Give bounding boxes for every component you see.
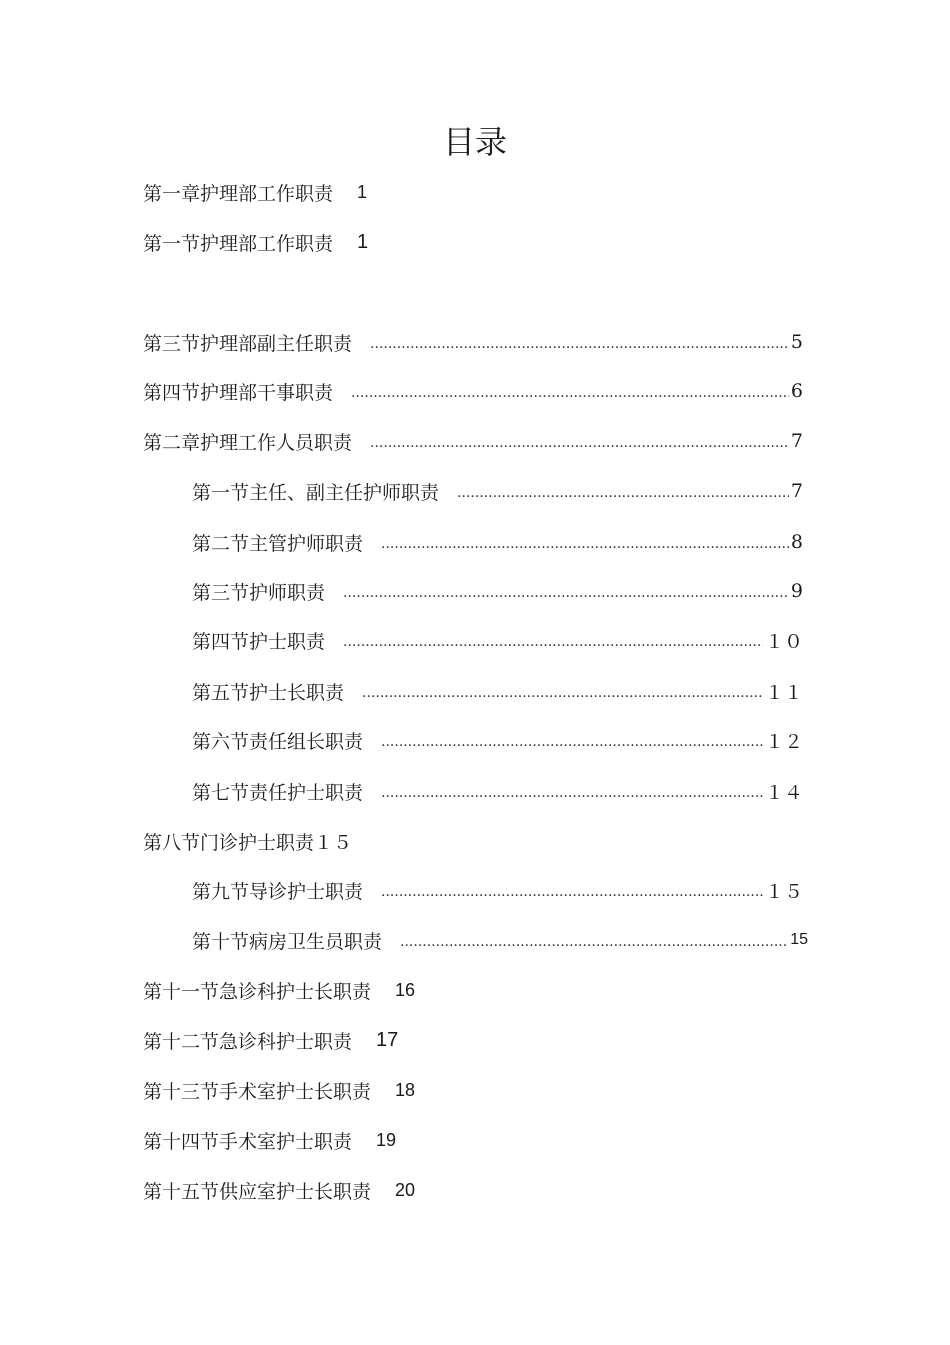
toc-entry-subsection-5[interactable] xyxy=(192,676,803,706)
toc-entry-page: 20 xyxy=(395,1179,416,1200)
toc-entry-section-15[interactable] xyxy=(143,1175,415,1205)
toc-dot-leader xyxy=(351,385,789,401)
toc-entry-page: 7 xyxy=(790,480,803,502)
toc-entry-section-11[interactable] xyxy=(143,975,415,1005)
toc-entry-title: 第七节责任护士职责 xyxy=(192,781,364,804)
toc-entry-subsection-2[interactable] xyxy=(192,527,803,557)
toc-entry-title: 第二章护理工作人员职责 xyxy=(143,431,353,454)
toc-entry-title: 第十三节手术室护士长职责 xyxy=(143,1080,372,1103)
toc-entry-page: １４ xyxy=(764,781,803,804)
toc-entry-page: １１ xyxy=(764,681,803,704)
toc-entry-title: 第一章护理部工作职责 xyxy=(143,182,334,205)
toc-dot-leader xyxy=(343,585,789,601)
toc-dot-leader xyxy=(362,685,763,701)
toc-entry-page: 19 xyxy=(376,1129,397,1150)
toc-dot-leader xyxy=(381,536,789,552)
toc-entry-page: 1 xyxy=(357,230,369,253)
toc-entry-title: 第四节护士职责 xyxy=(192,630,326,653)
toc-entry-title: 第三节护师职责 xyxy=(192,581,326,604)
toc-entry-title: 第十一节急诊科护士长职责 xyxy=(143,980,372,1003)
toc-entry-subsection-9[interactable] xyxy=(192,875,803,905)
toc-entry-section-14[interactable] xyxy=(143,1125,396,1155)
toc-entry-section-3[interactable] xyxy=(143,327,803,357)
toc-entry-page: １２ xyxy=(764,730,803,753)
toc-entry-section-8[interactable] xyxy=(143,826,352,856)
toc-entry-page: 6 xyxy=(790,380,803,402)
toc-entry-page: 15 xyxy=(790,931,808,948)
toc-entry-title: 第四节护理部干事职责 xyxy=(143,381,334,404)
toc-entry-section-1[interactable] xyxy=(143,227,368,257)
toc-entry-title: 第二节主管护师职责 xyxy=(192,532,364,555)
toc-entry-title: 第六节责任组长职责 xyxy=(192,730,364,753)
toc-entry-subsection-4[interactable] xyxy=(192,625,803,655)
toc-dot-leader xyxy=(457,485,789,501)
toc-dot-leader xyxy=(381,734,763,750)
toc-dot-leader xyxy=(400,934,788,950)
toc-entry-title: 第一节护理部工作职责 xyxy=(143,232,334,255)
toc-dot-leader xyxy=(381,884,763,900)
toc-entry-subsection-10[interactable] xyxy=(192,925,808,955)
toc-entry-title: 第十四节手术室护士职责 xyxy=(143,1130,353,1153)
toc-entry-section-12[interactable] xyxy=(143,1025,398,1055)
page-title: 目录 xyxy=(442,123,507,161)
toc-entry-title: 第五节护士长职责 xyxy=(192,681,345,704)
toc-entry-title: 第十节病房卫生员职责 xyxy=(192,930,383,953)
toc-entry-title: 第一节主任、副主任护师职责 xyxy=(192,481,440,504)
toc-entry-title: 第十五节供应室护士长职责 xyxy=(143,1180,372,1203)
toc-entry-page: 7 xyxy=(790,430,803,452)
toc-entry-subsection-3[interactable] xyxy=(192,576,803,606)
toc-entry-title: 第九节导诊护士职责 xyxy=(192,880,364,903)
toc-entry-page: 16 xyxy=(395,979,416,1000)
toc-dot-leader xyxy=(370,435,789,451)
toc-entry-section-13[interactable] xyxy=(143,1075,415,1105)
toc-entry-page: １５ xyxy=(764,880,803,903)
toc-entry-title: 第三节护理部副主任职责 xyxy=(143,332,353,355)
toc-entry-page: 9 xyxy=(790,580,803,602)
toc-entry-page: 5 xyxy=(790,331,803,353)
toc-entry-page: 1 xyxy=(357,181,368,202)
toc-entry-page: 17 xyxy=(376,1028,399,1051)
toc-entry-subsection-7[interactable] xyxy=(192,776,803,806)
toc-dot-leader xyxy=(343,634,763,650)
toc-entry-page: １０ xyxy=(764,630,803,653)
toc-entry-page: 18 xyxy=(395,1079,416,1100)
toc-entry-title: 第十二节急诊科护士职责 xyxy=(143,1030,353,1053)
toc-dot-leader xyxy=(381,785,763,801)
toc-dot-leader xyxy=(370,336,789,352)
toc-entry-page: 8 xyxy=(790,531,803,553)
toc-entry-section-4[interactable] xyxy=(143,376,803,406)
toc-entry-title: 第八节门诊护士职责１５ xyxy=(143,831,353,854)
toc-entry-subsection-1[interactable] xyxy=(192,476,803,506)
toc-entry-subsection-6[interactable] xyxy=(192,725,803,755)
toc-entry-chapter-2[interactable] xyxy=(143,426,803,456)
toc-entry-chapter-1[interactable] xyxy=(143,177,367,207)
